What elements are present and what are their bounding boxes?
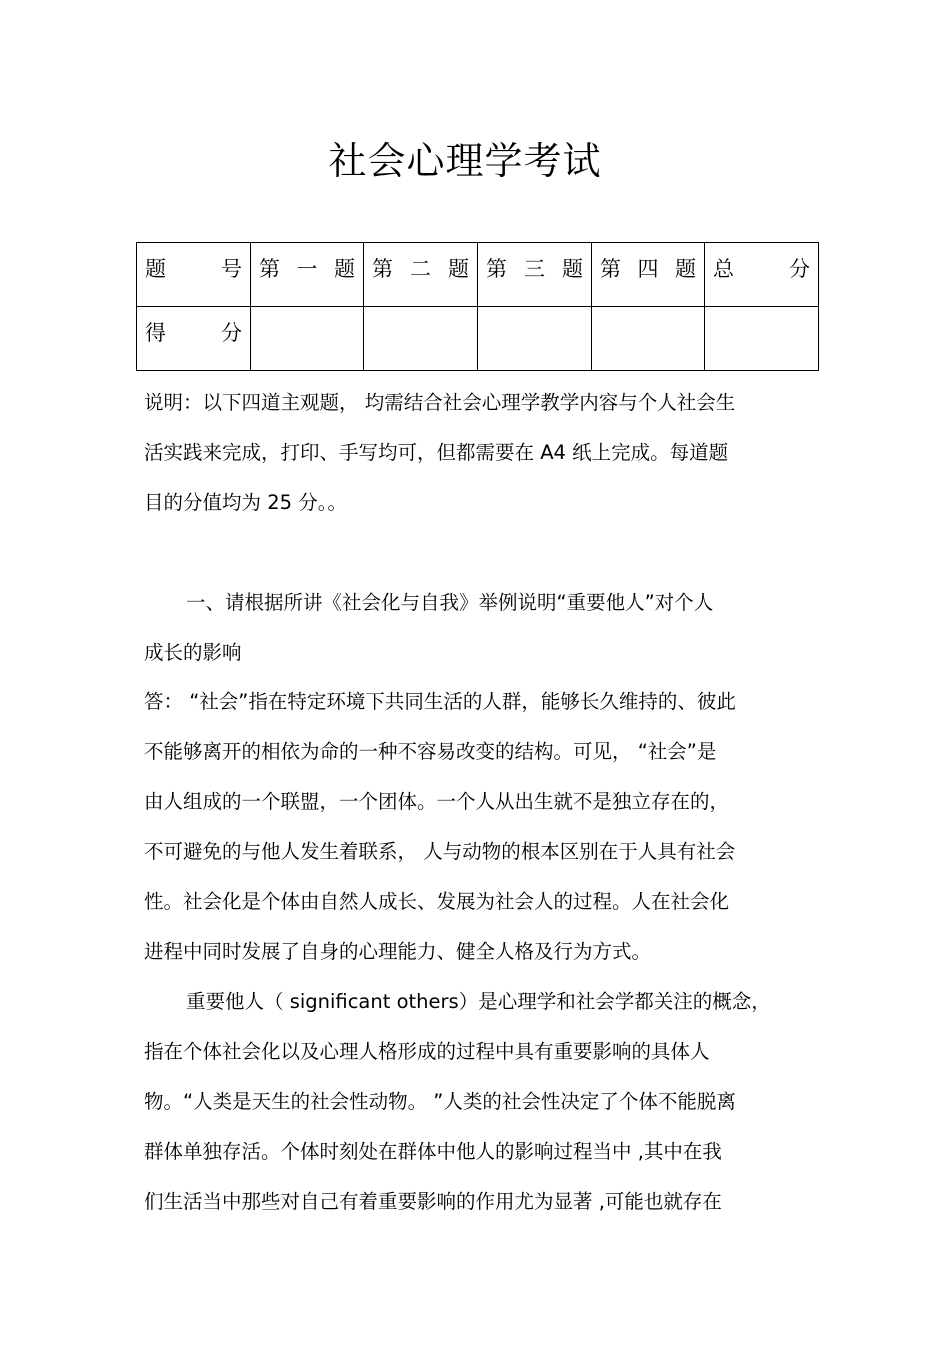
score-table (136, 242, 819, 371)
answer-line: 答： “社会”指在特定环境下共同生活的人群，能够长久维持的、彼此 (144, 690, 736, 713)
header-cell-q2: 第 二 题 (364, 243, 478, 307)
question-1-heading: 一、请根据所讲《社会化与自我》举例说明“重要他人”对个人 (186, 591, 714, 614)
answer-line: 不能够离开的相依为命的一种不容易改变的结构。可见， “社会”是 (144, 740, 717, 763)
score-table-score-row (137, 307, 819, 371)
score-cell-q2 (364, 307, 478, 371)
instructions-line: 活实践来完成，打印、手写均可，但都需要在 A4 纸上完成。每道题 (144, 441, 729, 464)
header-cell-q3: 第 三 题 (478, 243, 592, 307)
answer-line: 性。社会化是个体由自然人成长、发展为社会人的过程。人在社会化 (144, 890, 730, 913)
score-cell-total (705, 307, 819, 371)
question-1-heading: 成长的影响 (144, 641, 242, 664)
score-table-header-row (137, 243, 819, 307)
score-row-label: 得 分 (137, 307, 251, 371)
answer-line: 不可避免的与他人发生着联系， 人与动物的根本区别在于人具有社会 (144, 840, 736, 863)
score-cell-q4 (592, 307, 705, 371)
instructions-line: 说明：以下四道主观题， 均需结合社会心理学教学内容与个人社会生 (144, 391, 736, 414)
header-cell-q4: 第 四 题 (592, 243, 705, 307)
answer-line: 进程中同时发展了自身的心理能力、健全人格及行为方式。 (144, 940, 652, 963)
header-cell-total: 总 分 (705, 243, 819, 307)
header-cell-q1: 第 一 题 (251, 243, 364, 307)
answer-line: 们生活当中那些对自己有着重要影响的作用尤为显著 ,可能也就存在 (144, 1190, 722, 1213)
score-cell-q3 (478, 307, 592, 371)
answer-line: 群体单独存活。个体时刻处在群体中他人的影响过程当中 ,其中在我 (144, 1140, 722, 1163)
answer-line: 物。“人类是天生的社会性动物。 ”人类的社会性决定了个体不能脱离 (144, 1090, 736, 1113)
answer-line: 重要他人（ significant others）是心理学和社会学都关注的概念， (186, 990, 771, 1013)
answer-line: 指在个体社会化以及心理人格形成的过程中具有重要影响的具体人 (144, 1040, 710, 1063)
score-cell-q1 (251, 307, 364, 371)
exam-title: 社会心理学考试 (328, 139, 602, 183)
answer-line: 由人组成的一个联盟，一个团体。一个人从出生就不是独立存在的， (144, 790, 730, 813)
header-cell-number: 题 号 (137, 243, 251, 307)
instructions-line: 目的分值均为 25 分。。 (144, 491, 347, 514)
